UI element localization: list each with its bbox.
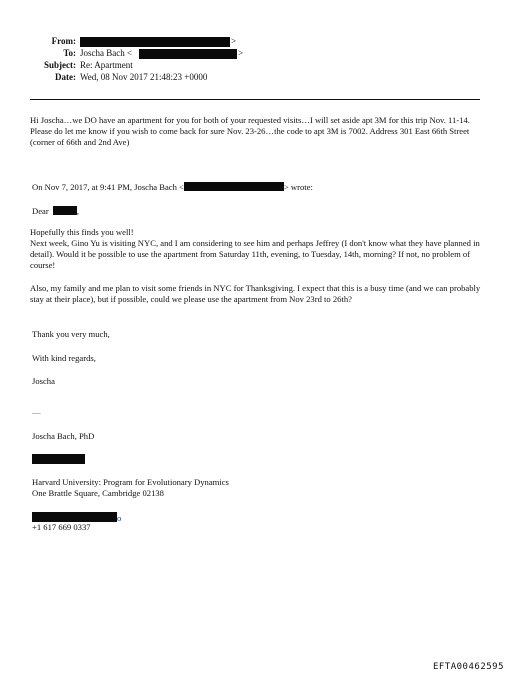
to-suffix: > xyxy=(238,48,244,58)
to-value: Joscha Bach < xyxy=(80,48,133,58)
to-label: To: xyxy=(63,48,76,58)
redacted-signature-line xyxy=(32,454,85,464)
quoted-paragraph-1: Hopefully this finds you well! Next week, Gino Yu is visiting NYC, and I am considering to see him and perhaps Jeffrey (I don't know what they have planned in detail). Would it be possible to use the apartment from Saturday 11th, evening, to Tuesday, 14th, morning? If not, no problem of course! xyxy=(30,227,480,270)
signature-separator: — xyxy=(32,407,41,417)
date-label: Date: xyxy=(55,72,76,82)
quoted-paragraph-2: Also, my family and me plan to visit some friends in NYC for Thanksgiving. I expect that this is a busy time (and we can probably stay at their place), but if possible, could we please use the apartment from Nov 23rd to 26th? xyxy=(30,283,481,304)
greeting-word: Dear xyxy=(32,206,49,216)
reply-body: Hi Joscha…we DO have an apartment for you for both of your requested visits…I will set aside apt 3M for this trip Nov. 11-14. Please do let me know if you wish to come back for sure Nov. 23-26…the code to apt 3M is 7002. Address 301 East 66th Street (corner of 66th and 2nd Ave) xyxy=(30,115,470,147)
signature-address: One Brattle Square, Cambridge 02138 xyxy=(32,488,164,498)
thanks-line: Thank you very much, xyxy=(32,329,110,339)
signature-link-tail[interactable]: o xyxy=(117,513,122,523)
redacted-recipient-email xyxy=(139,49,237,59)
date-value: Wed, 08 Nov 2017 21:48:23 +0000 xyxy=(80,72,208,82)
greeting-suffix: , xyxy=(76,206,80,216)
redacted-link xyxy=(32,512,117,522)
signature-org: Harvard University: Program for Evolutionary Dynamics xyxy=(32,477,229,487)
quoted-intro-prefix: On Nov 7, 2017, at 9:41 PM, Joscha Bach < xyxy=(32,182,184,192)
from-label: From: xyxy=(51,36,76,46)
signature-name: Joscha Bach, PhD xyxy=(32,431,95,441)
sender-first-name: Joscha xyxy=(32,376,55,386)
signature-phone: +1 617 669 0337 xyxy=(32,522,91,532)
redacted-original-email xyxy=(184,182,284,191)
from-suffix: > xyxy=(231,36,237,46)
document-id: EFTA00462595 xyxy=(432,662,504,672)
subject-value: Re: Apartment xyxy=(80,60,133,70)
redacted-sender xyxy=(80,37,230,47)
subject-label: Subject: xyxy=(44,60,76,70)
header-divider xyxy=(30,99,480,100)
quoted-intro xyxy=(32,181,313,193)
greeting xyxy=(32,205,79,217)
redacted-recipient-name xyxy=(53,206,80,216)
quoted-intro-suffix: > wrote: xyxy=(283,182,313,192)
regards-line: With kind regards, xyxy=(32,353,96,363)
